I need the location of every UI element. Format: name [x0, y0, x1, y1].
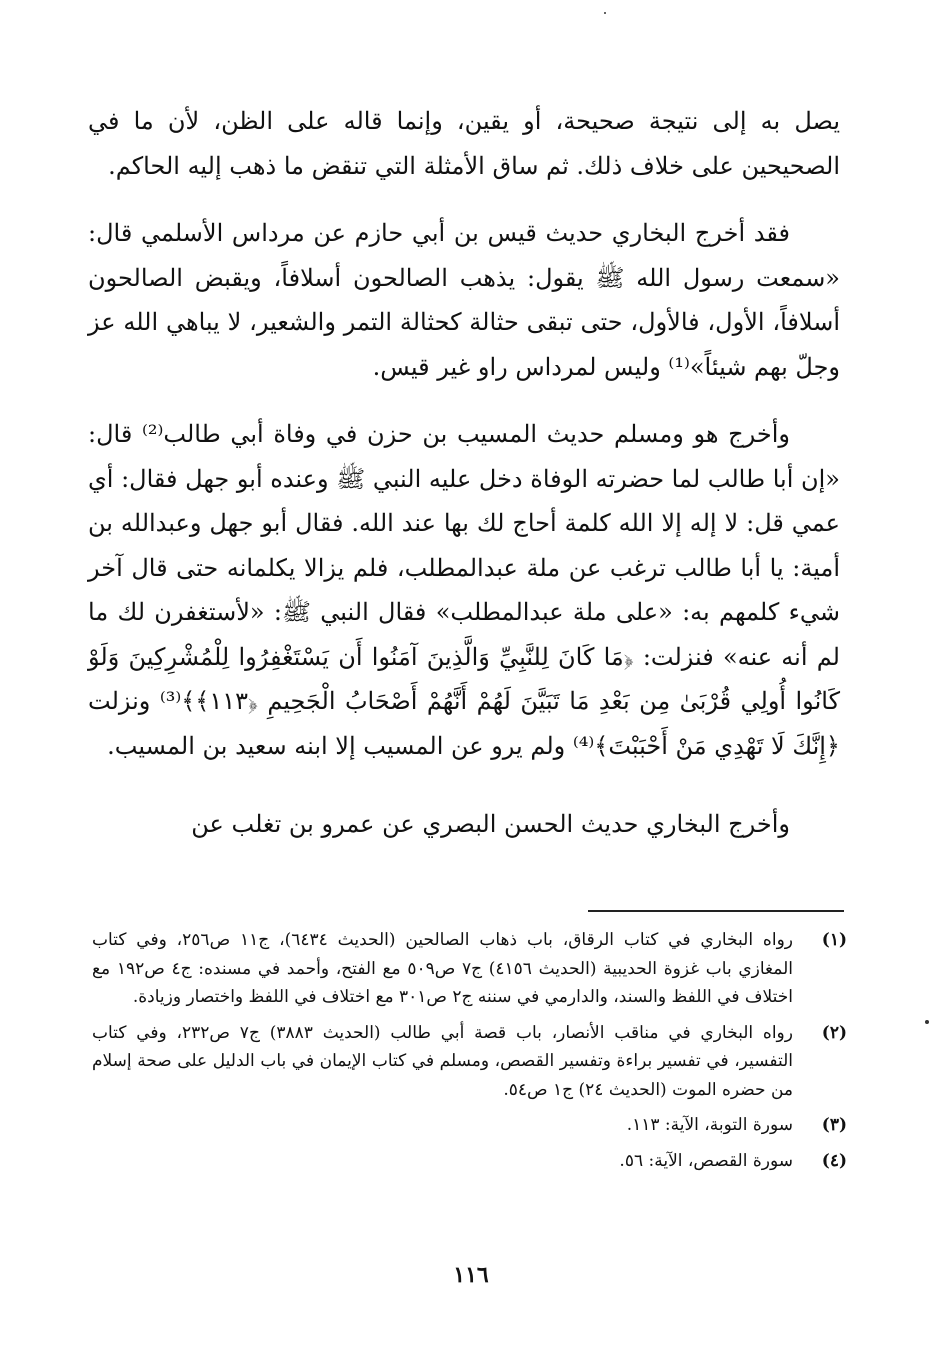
footnote-number: (٢) [821, 1022, 847, 1043]
footnote-text: سورة القصص، الآية: ٥٦. [619, 1150, 793, 1171]
footnote-item [92, 1019, 847, 1105]
footnote-text: رواه البخاري في كتاب الرقاق، باب ذهاب الصالحين (الحديث ٦٤٣٤)، ج١١ ص٢٥٦، وفي كتاب المغازي باب غزوة الحديبية (الحديث ٤١٥٦) ج٧ ص٥٠٩ مع الفتح، وأحمد في مسنده: ج٤ ص١٩٢ مع اختلاف في اللفظ والسند، والدارمي في سننه ج٢ ص٣٠١ مع اختلاف في اللفظ واختصار وزيادة. [92, 930, 793, 1007]
paragraph-4: وأخرج البخاري حديث الحسن البصري عن عمرو بن تغلب عن [191, 810, 790, 838]
footnote-divider [588, 910, 844, 912]
paragraph-3: وأخرج هو ومسلم حديث المسيب بن حزن في وفاة أبي طالب⁽²⁾ قال: «إن أبا طالب لما حضرته الوفاة دخل عليه النبي ﷺ وعنده أبو جهل فقال: أي عمي قل: لا إله إلا الله كلمة أحاج لك بها عند الله. فقال أبو جهل وعبدالله بن أمية: يا أبا طالب ترغب عن ملة عبدالمطلب، فلم يزالا يكلمانه حتى قال آخر شيء كلمهم به: «على ملة عبدالمطلب» فقال النبي ﷺ: «لأستغفرن لك ما لم أنه عنه» فنزلت: ﴿مَا كَانَ لِلنَّبِيِّ وَالَّذِينَ آمَنُوا أَن يَسْتَغْفِرُوا لِلْمُشْرِكِينَ وَلَوْ كَانُوا أُولِي قُرْبَىٰ مِن بَعْدِ مَا تَبَيَّنَ لَهُمْ أَنَّهُمْ أَصْحَابُ الْجَحِيمِ ﴿١١٣﴾﴾⁽³⁾ ونزلت ﴿إِنَّكَ لَا تَهْدِي مَنْ أَحْبَبْتَ﴾⁽⁴⁾ ولم يرو عن المسيب إلا ابنه سعيد بن المسيب. [88, 420, 840, 760]
footnote-text: سورة التوبة، الآية: ١١٣. [626, 1115, 793, 1135]
footnote-number: (٣) [821, 1115, 847, 1135]
footnote-number: (١) [821, 930, 847, 950]
scan-speck [925, 1020, 929, 1024]
footnote-item [92, 926, 847, 1012]
paragraph-2: فقد أخرج البخاري حديث قيس بن أبي حازم عن مرداس الأسلمي قال: «سمعت رسول الله ﷺ يقول: يذهب الصالحون أسلافاً، ويقبض الصالحون أسلافاً، الأول، فالأول، حتى تبقى حثالة كحثالة التمر والشعير، لا يباهي الله عز وجلّ بهم شيئاً»⁽¹⁾ وليس لمرداس راو غير قيس. [88, 219, 840, 381]
main-text [88, 99, 840, 847]
footnote-text: رواه البخاري في مناقب الأنصار، باب قصة أبي طالب (الحديث ٣٨٨٣) ج٧ ص٢٣٢، وفي كتاب التفسير، في تفسير براءة وتفسير القصص، ومسلم في كتاب الإيمان في باب الدليل على صحة إسلام من حضره الموت (الحديث ٢٤) ج١ ص٥٤. [92, 1022, 793, 1100]
paragraph-1: يصل به إلى نتيجة صحيحة، أو يقين، وإنما قاله على الظن، لأن ما في الصحيحين على خلاف ذلك. ثم ساق الأمثلة التي تنقض ما ذهب إليه الحاكم. [88, 107, 840, 180]
scan-speck [604, 12, 606, 14]
footnote-number: (٤) [821, 1150, 847, 1171]
footnote-item [92, 1111, 847, 1140]
footnotes [92, 926, 847, 1182]
footnote-item [92, 1147, 847, 1176]
page-number: ١١٦ [453, 1262, 489, 1288]
